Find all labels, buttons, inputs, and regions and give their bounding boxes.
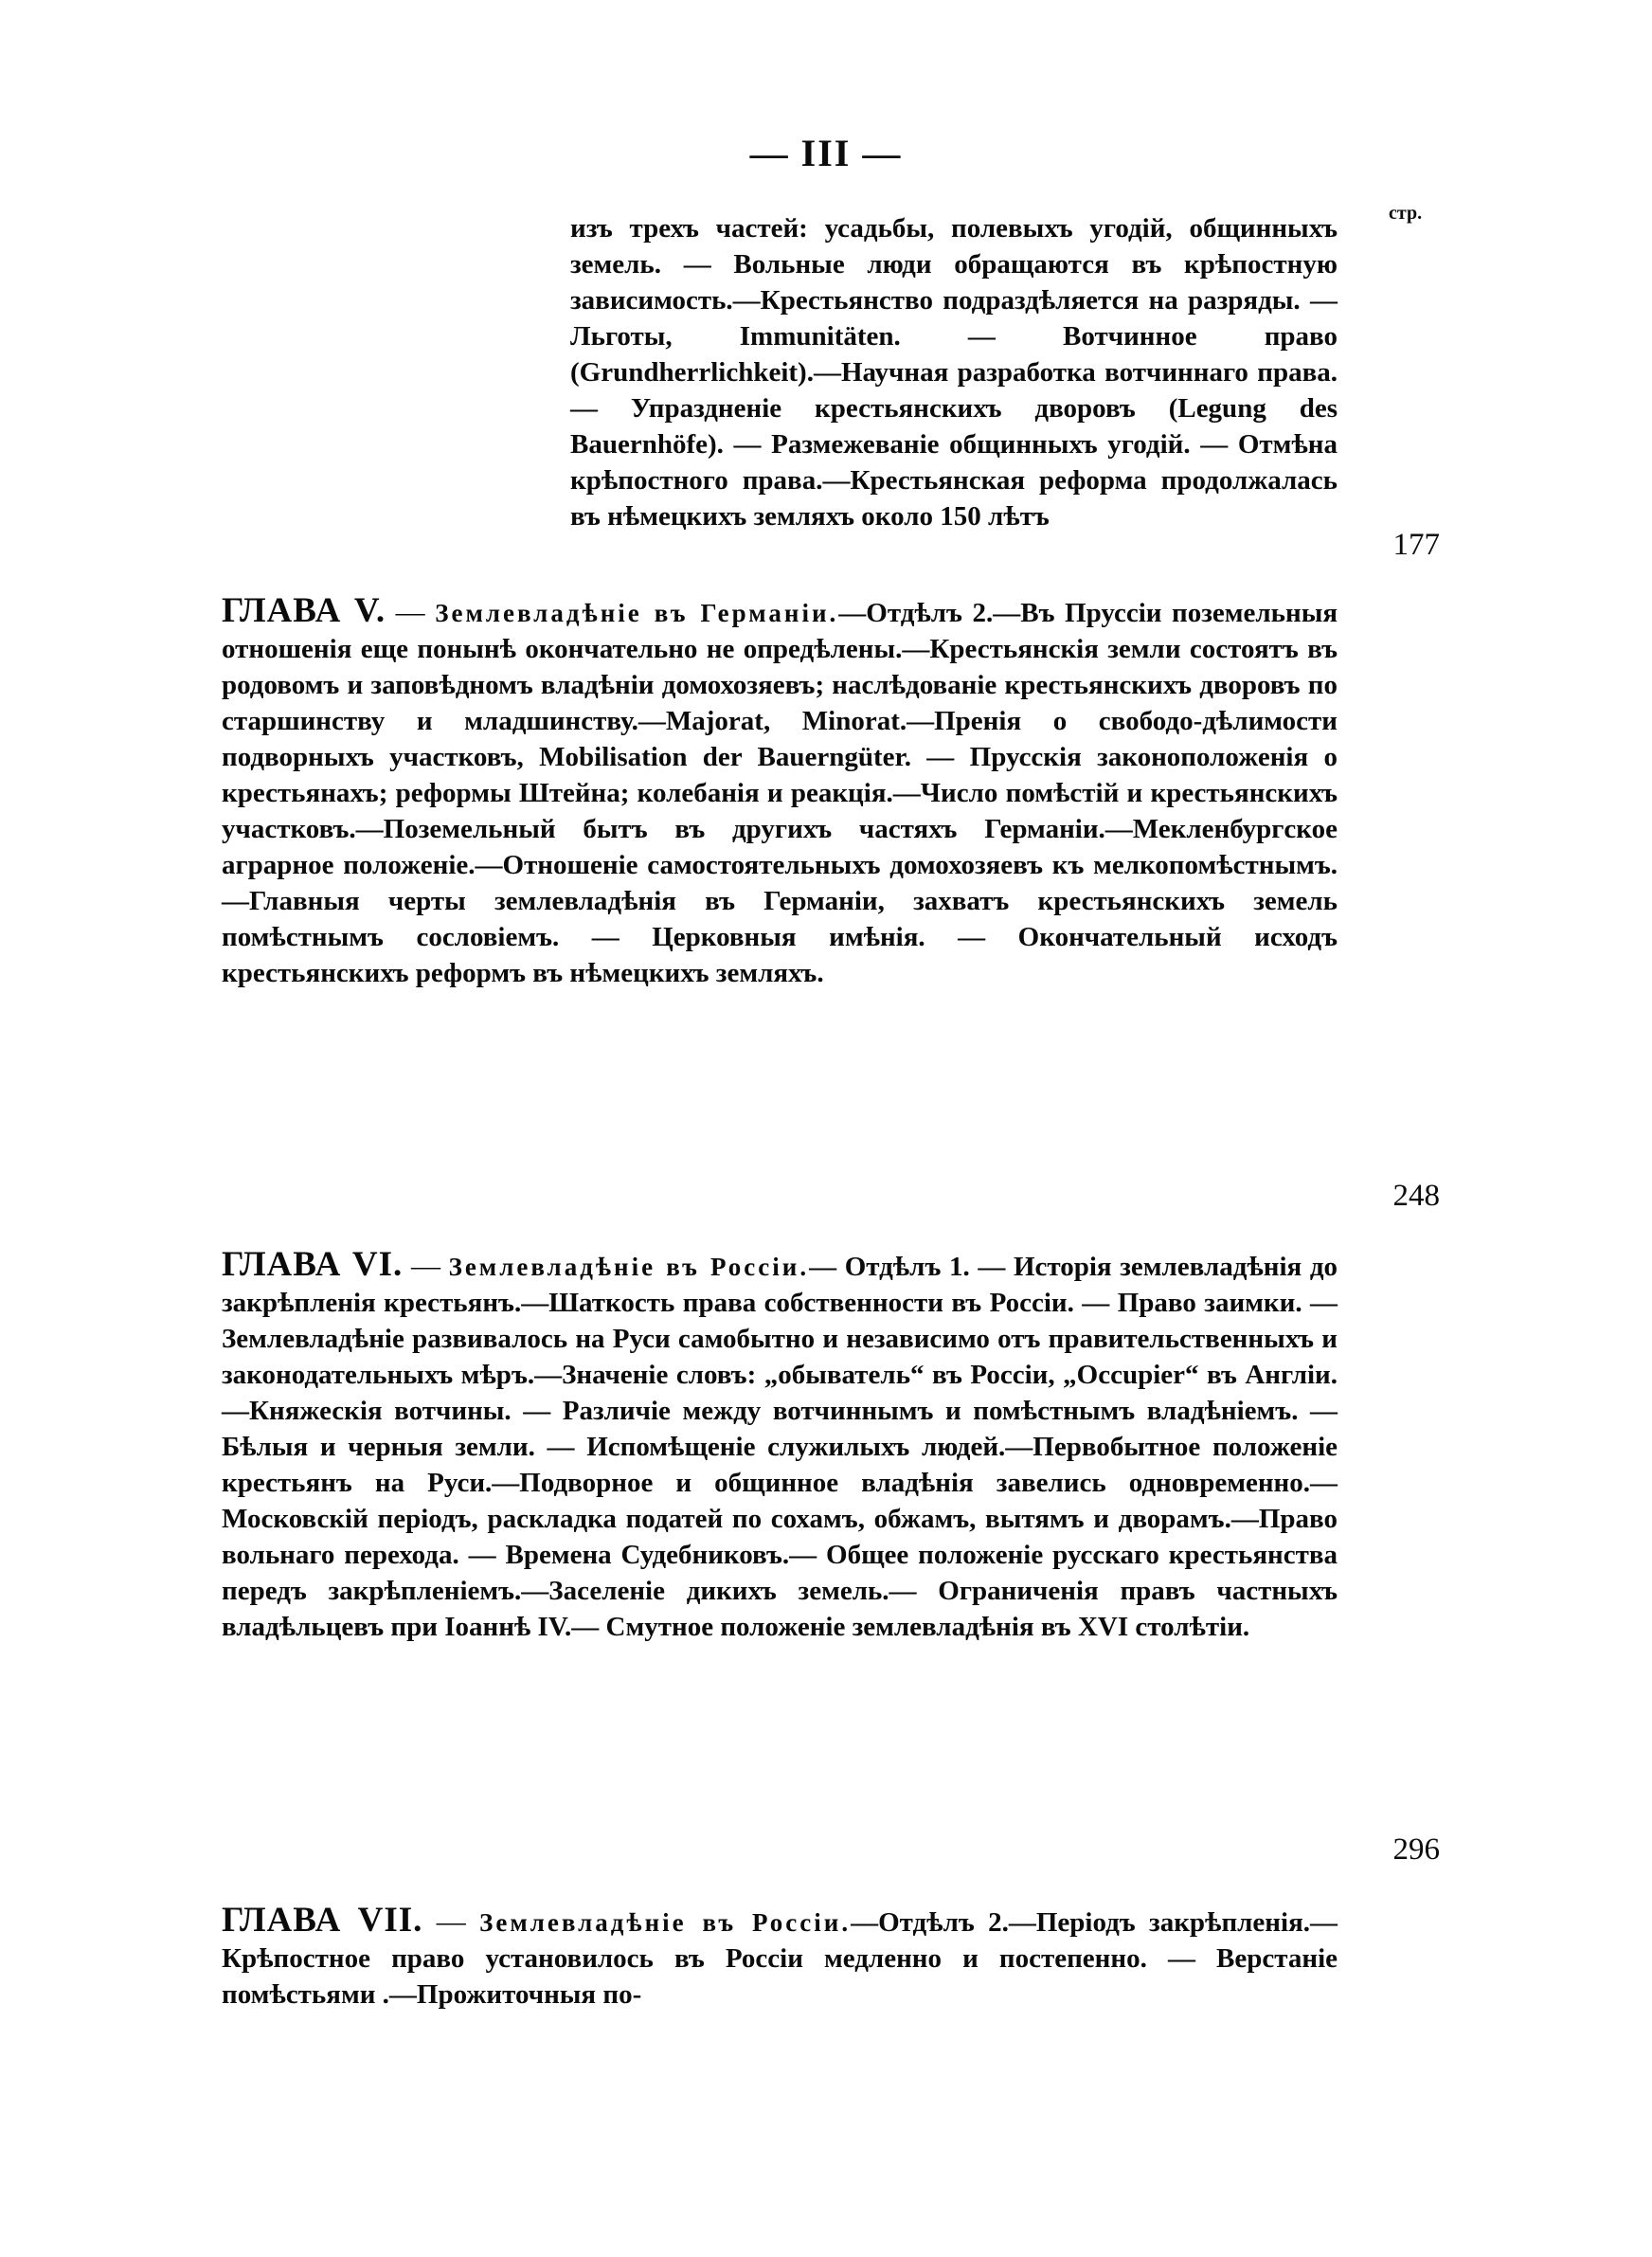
chapter-6-label: ГЛАВА VI. — [222, 1245, 404, 1284]
chapter-6-text: — Отдѣлъ 1. — Исторія землевладѣнія до закрѣпленія крестьянъ.—Шаткость права собственности въ Россіи. — Право заимки. — Землевладѣніе развивалось на Руси самобытно и независимо отъ правительственныхъ и законодательныхъ мѣръ.—Значеніе словъ: „обыватель“ въ Россіи, „Occupier“ въ Англіи.—Княжескія вотчины. — Различіе между вотчиннымъ и помѣстнымъ владѣніемъ. — Бѣлыя и черныя земли. — Испомѣщеніе служилыхъ людей.—Первобытное положеніе крестьянъ на Руси.—Подворное и общинное владѣнія завелись одновременно.—Московскій періодъ, раскладка податей по сохамъ, обжамъ, вытямъ и дворамъ.—Право вольнаго перехода. — Времена Судебниковъ.— Общее положеніе русскаго крестьянства передъ закрѣпленіемъ.—Заселеніе дикихъ земель.— Ограниченія правъ частныхъ владѣльцевъ при Іоаннѣ IV.— Смутное положеніе землевладѣнія въ XVI столѣтіи. — [222, 1252, 1338, 1642]
chapter-7-subtitle: Землевладѣніе въ Россіи. — [479, 1908, 852, 1937]
chapter-7-dash: — — [436, 1905, 466, 1938]
chapter-5-entry — [222, 593, 1338, 991]
chapter-7-entry — [222, 1903, 1338, 2013]
continuation-page-ref: 177 — [1392, 528, 1440, 562]
chapter-6-dash: — — [410, 1249, 440, 1282]
chapter-6-subtitle: Землевладѣніе въ Россіи. — [448, 1253, 810, 1281]
chapter-5-text: —Отдѣлъ 2.—Въ Пруссіи поземельныя отношенія еще понынѣ окончательно не опредѣлены.—Крестьянскія земли состоятъ въ родовомъ и заповѣдномъ владѣніи домохозяевъ; наслѣдованіе крестьянскихъ дворовъ по старшинству и младшинству.—Majorat, Minorat.—Пренія о свободо-дѣлимости подворныхъ участковъ, Mobilisation der Bauerngüter. — Прусскія законоположенія о крестьянахъ; реформы Штейна; колебанія и реакція.—Число помѣстій и крестьянскихъ участковъ.—Поземельный бытъ въ другихъ частяхъ Германіи.—Мекленбургское аграрное положеніе.—Отношеніе самостоятельныхъ домохозяевъ къ мелкопомѣстнымъ.—Главныя черты землевладѣнія въ Германіи, захватъ крестьянскихъ земель помѣстнымъ сословіемъ. — Церковныя имѣнія. — Окончательный исходъ крестьянскихъ реформъ въ нѣмецкихъ земляхъ. — [222, 598, 1338, 988]
chapter-7-label: ГЛАВА VII. — [222, 1901, 423, 1940]
continuation-entry-text: изъ трехъ частей: усадьбы, полевыхъ угодій, общинныхъ земель. — Вольные люди обращаются въ крѣпостную зависимость.—Крестьянство подраздѣляется на разряды. — Льготы, Immunitäten. — Вотчинное право (Grundherrlichkeit).—Научная разработка вотчиннаго права. — Упраздненіе крестьянскихъ дворовъ (Legung des Bauernhöfe). — Размежеваніе общинныхъ угодій. — Отмѣна крѣпостного права.—Крестьянская реформа продолжалась въ нѣмецкихъ земляхъ около 150 лѣтъ — [570, 213, 1338, 532]
chapter-6-entry — [222, 1247, 1338, 1645]
chapter-7-text: —Отдѣлъ 2.—Періодъ закрѣпленія.—Крѣпостное право установилось въ Россіи медленно и постепенно. — Верстаніе помѣстьями .—Прожиточныя по- — [222, 1907, 1338, 2010]
chapter-5-subtitle: Землевладѣніе въ Германіи. — [435, 599, 839, 627]
chapter-6-page-ref: 296 — [1392, 1833, 1440, 1867]
chapter-5-dash: — — [395, 595, 425, 628]
page-column-label: стр. — [1389, 203, 1423, 224]
chapter-5-page-ref: 248 — [1392, 1179, 1440, 1213]
page-number: — III — — [749, 132, 903, 174]
chapter-5-label: ГЛАВА V. — [222, 591, 386, 630]
